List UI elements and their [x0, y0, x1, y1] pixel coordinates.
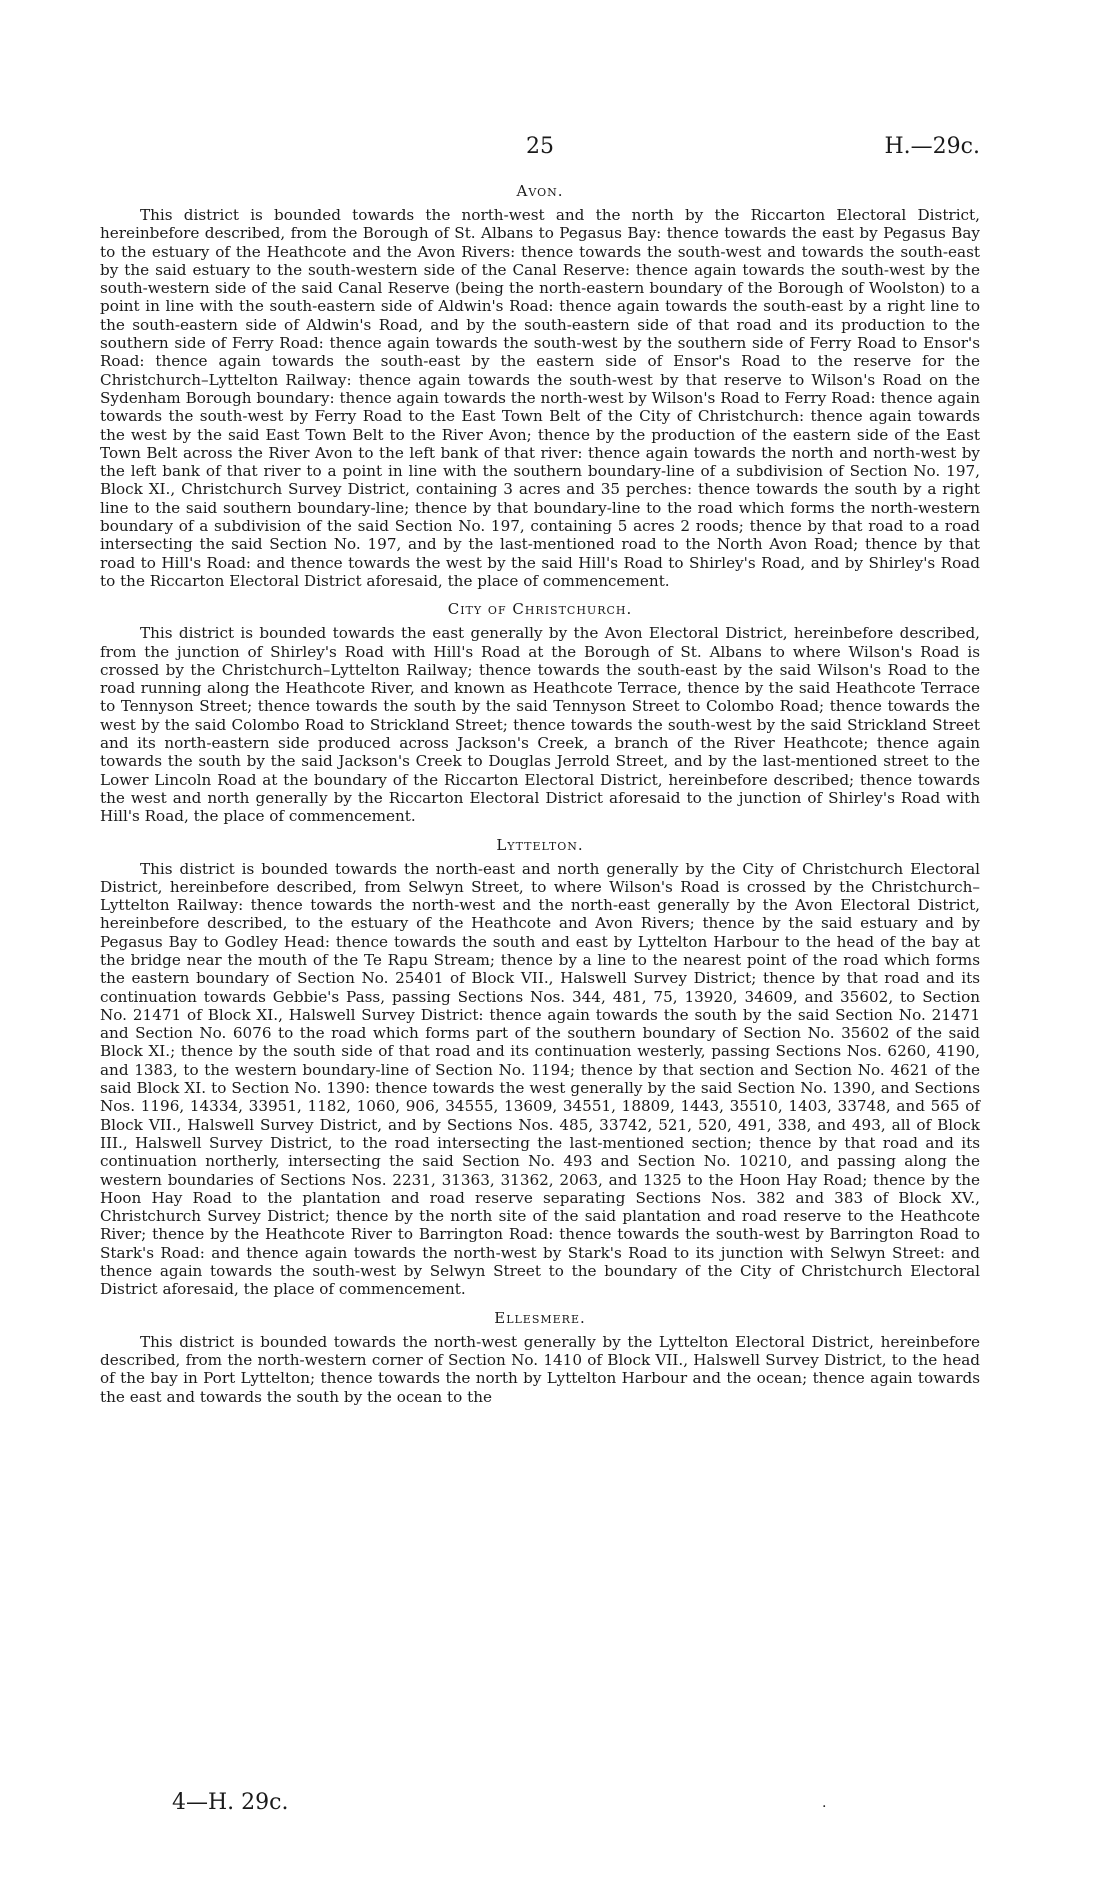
section-title: Lyttelton. [496, 835, 584, 854]
section-paragraph: This district is bounded towards the north-west generally by the Lyttelton Electoral District, hereinbefore described, from the north-western corner of Section No. 1410 of Block VII., Halswell Survey District, to the head of the bay in Port Lyttelton; thence towards the north by Lyttelton Harbour and the ocean; thence again towards the east and towards the south by the ocean to the [100, 1332, 980, 1406]
section-title: Ellesmere. [494, 1308, 586, 1327]
printer-signature: 4—H. 29c. [172, 1790, 289, 1815]
document-body [100, 180, 980, 1414]
section-paragraph: This district is bounded towards the east generally by the Avon Electoral District, hereinbefore described, from the junction of Shirley's Road with Hill's Road at the Borough of St. Albans to where Wilson's Road is crossed by the Christchurch–Lyttelton Railway; thence towards the south-east by the said Wilson's Road to the road running along the Heathcote River, and known as Heathcote Terrace, thence by the said Heathcote Terrace to Tennyson Street; thence towards the south by the said Tennyson Street to Colombo Road; thence towards the west by the said Colombo Road to Strickland Street; thence towards the south-west by the said Strickland Street and its north-eastern side produced across Jackson's Creek, a branch of the River Heathcote; thence again towards the south by the said Jackson's Creek to Douglas Jerrold Street, and by the last-mentioned street to the Lower Lincoln Road at the boundary of the Riccarton Electoral District, hereinbefore described; thence towards the west and north generally by the Riccarton Electoral District aforesaid to the junction of Shirley's Road with Hill's Road, the place of commencement. [100, 624, 980, 826]
section-avon [100, 180, 980, 590]
document-reference: H.—29c. [884, 134, 980, 159]
section-paragraph: This district is bounded towards the north-east and north generally by the City of Christchurch Electoral District, hereinbefore described, from Selwyn Street, to where Wilson's Road is crossed by the Christchurch–Lyttelton Railway: thence towards the north-west and the north-east generally by the Avon Electoral District, hereinbefore described, to the estuary of the Heathcote and Avon Rivers; thence by the said estuary and by Pegasus Bay to Godley Head: thence towards the south and east by Lyttelton Harbour to the head of the bay at the bridge near the mouth of the Te Rapu Stream; thence by a line to the nearest point of the road which forms the eastern boundary of Section No. 25401 of Block VII., Halswell Survey District; thence by that road and its continuation towards Gebbie's Pass, passing Sections Nos. 344, 481, 75, 13920, 34609, and 35602, to Section No. 21471 of Block XI., Halswell Survey District: thence again towards the south by the said Section No. 21471 and Section No. 6076 to the road which forms part of the southern boundary of Section No. 35602 of the said Block XI.; thence by the south side of that road and its continuation westerly, passing Sections Nos. 6260, 4190, and 1383, to the western boundary-line of Section No. 1194; thence by that section and Section No. 4621 of the said Block XI. to Section No. 1390: thence towards the west generally by the said Section No. 1390, and Sections Nos. 1196, 14334, 33951, 1182, 1060, 906, 34555, 13609, 34551, 18809, 1443, 35510, 1403, 33748, and 565 of Block VII., Halswell Survey District, and by Sections Nos. 485, 33742, 521, 520, 491, 338, and 493, all of Block III., Halswell Survey District, to the road intersecting the last-mentioned section; thence by that road and its continuation northerly, intersecting the said Section No. 493 and Section No. 10210, and passing along the western boundaries of Sections Nos. 2231, 31363, 31362, 2063, and 1325 to the Hoon Hay Road; thence by the Hoon Hay Road to the plantation and road reserve separating Sections Nos. 382 and 383 of Block XV., Christchurch Survey District; thence by the north site of the said plantation and road reserve to the Heathcote River; thence by the Heathcote River to Barrington Road: thence towards the south-west by Barrington Road to Stark's Road: and thence again towards the north-west by Stark's Road to its junction with Selwyn Street: and thence again towards the south-west by Selwyn Street to the boundary of the City of Christchurch Electoral District aforesaid, the place of commencement. [100, 859, 980, 1299]
page-header [100, 134, 980, 164]
section-paragraph: This district is bounded towards the north-west and the north by the Riccarton Electoral District, hereinbefore described, from the Borough of St. Albans to Pegasus Bay: thence towards the east by Pegasus Bay to the estuary of the Heathcote and the Avon Rivers: thence towards the south-west and towards the south-east by the said estuary to the south-western side of the Canal Reserve: thence again towards the south-west by the south-western side of the said Canal Reserve (being the north-eastern boundary of the Borough of Woolston) to a point in line with the south-eastern side of Aldwin's Road: thence again towards the south-east by a right line to the south-eastern side of Aldwin's Road, and by the south-eastern side of that road and its production to the southern side of Ferry Road: thence again towards the south-west by the southern side of Ferry Road to Ensor's Road: thence again towards the south-east by the eastern side of Ensor's Road to the reserve for the Christchurch–Lyttelton Railway: thence again towards the south-west by that reserve to Wilson's Road on the Sydenham Borough boundary: thence again towards the north-west by Wilson's Road to Ferry Road: thence again towards the south-west by Ferry Road to the East Town Belt of the City of Christchurch: thence again towards the west by the said East Town Belt to the River Avon; thence by the production of the eastern side of the East Town Belt across the River Avon to the left bank of that river: thence again towards the north and north-west by the left bank of that river to a point in line with the southern boundary-line of a subdivision of Section No. 197, Block XI., Christchurch Survey District, containing 3 acres and 35 perches: thence towards the south by a right line to the said southern boundary-line; thence by that boundary-line to the road which forms the north-western boundary of a subdivision of the said Section No. 197, containing 5 acres 2 roods; thence by that road to a road intersecting the said Section No. 197, and by the last-mentioned road to the North Avon Road; thence by that road to Hill's Road: and thence towards the west by the said Hill's Road to Shirley's Road, and by Shirley's Road to the Riccarton Electoral District aforesaid, the place of commencement. [100, 206, 980, 590]
section-lyttelton [100, 834, 980, 1299]
section-title: Avon. [516, 182, 564, 200]
footer-mark: . [822, 1795, 827, 1811]
section-city-of-christchurch [100, 598, 980, 825]
section-title: City of Christchurch. [447, 600, 633, 619]
section-ellesmere [100, 1307, 980, 1406]
page-number: 25 [526, 134, 554, 159]
